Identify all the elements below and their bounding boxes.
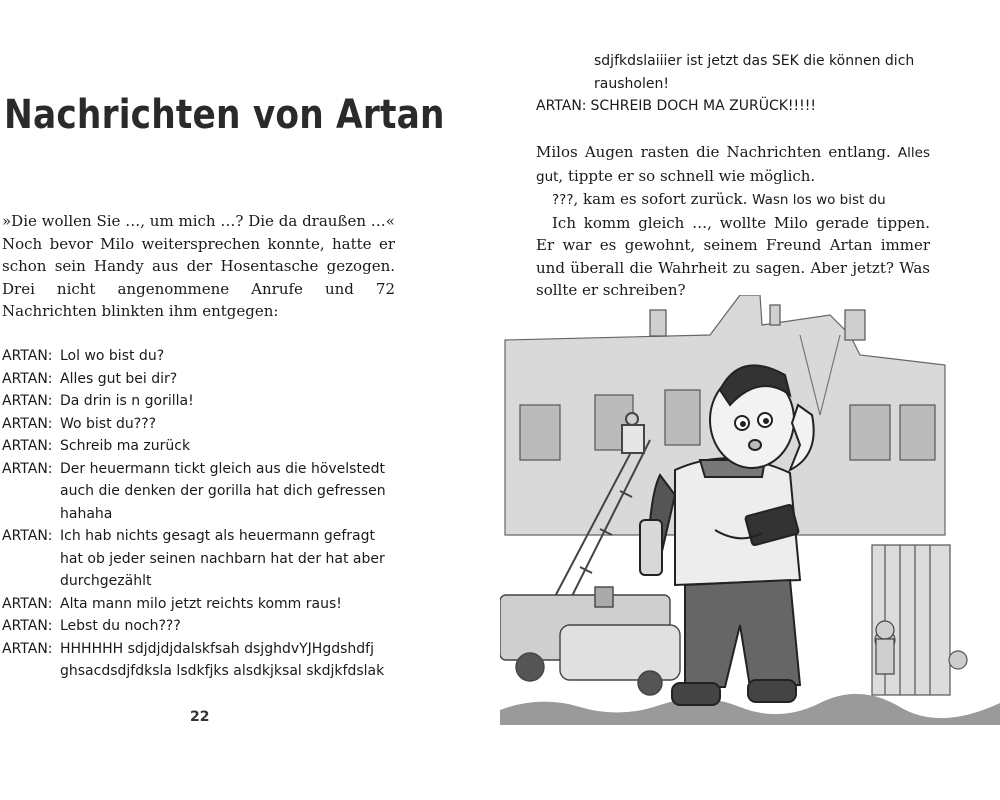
message-sender: ARTAN: xyxy=(2,640,53,657)
message-line: durchgezählt xyxy=(60,573,152,589)
message-item xyxy=(2,435,397,458)
message-list xyxy=(2,345,397,683)
message-line: Lebst du noch??? xyxy=(60,618,181,634)
message-line: Alles gut bei dir? xyxy=(60,370,178,387)
text-run: , tippte er so schnell wie möglich. xyxy=(558,166,816,185)
message-item xyxy=(2,615,397,638)
message-text xyxy=(60,593,397,616)
message-line: hahaha xyxy=(60,505,113,522)
message-sender: ARTAN: xyxy=(2,393,53,409)
message-text xyxy=(60,458,397,526)
message-line: Da drin is n gorilla! xyxy=(60,393,194,409)
paragraph xyxy=(536,141,930,188)
message-text xyxy=(60,615,397,638)
message-item xyxy=(536,95,946,118)
message-text xyxy=(60,390,397,413)
message-line: hat ob jeder seinen nachbarn hat der hat aber xyxy=(60,550,385,567)
police-officer-illustration xyxy=(876,621,894,674)
message-item xyxy=(2,345,397,368)
message-sender: ARTAN: xyxy=(2,618,53,634)
message-text xyxy=(60,525,397,593)
message-item xyxy=(2,525,397,593)
message-line: ghsacdsdjfdksla lsdkfjks alsdkjksal skdjkfdslak xyxy=(60,663,385,679)
message-line: Ich hab nichts gesagt als heuermann gefragt xyxy=(60,528,375,544)
message-line: auch die denken der gorilla hat dich gefressen xyxy=(60,483,386,499)
message-continuation-line: sdjfkdslaiiier ist jetzt das SEK die können dich xyxy=(594,53,915,69)
chat-quote: Alles gut xyxy=(536,145,930,185)
text-run: , kam es sofort zurück. xyxy=(573,190,753,208)
message-line: Schreib ma zurück xyxy=(60,438,191,454)
message-line: Wo bist du??? xyxy=(60,415,157,432)
intro-text: »Die wollen Sie …, um mich …? Die da draußen …« Noch bevor Milo weitersprechen konnte, hatte er schon sein Handy aus der Hosentasche gezogen. Drei nicht angenommene Anrufe und 72 Nachrichten blinkten ihm entgegen: xyxy=(2,212,395,320)
paragraph xyxy=(536,188,930,212)
right-page xyxy=(500,0,1000,800)
message-item xyxy=(2,413,397,436)
paragraph: Ich komm gleich …, wollte Milo gerade tippen. Er war es gewohnt, seinem Freund Artan immer und überall die Wahrheit zu sagen. Aber jetzt? Was sollte er schreiben? xyxy=(536,213,930,299)
message-item xyxy=(2,458,397,526)
chat-quote: Wasn los wo bist du xyxy=(752,192,886,208)
message-line: HHHHHH sdjdjdjdalskfsah dsjghdvYJHgdshdfj xyxy=(60,640,374,657)
message-list-continued xyxy=(536,50,946,118)
message-sender: ARTAN: xyxy=(536,98,587,114)
message-sender: ARTAN: xyxy=(2,528,53,544)
message-item xyxy=(2,638,397,683)
message-text xyxy=(60,413,397,436)
story-text xyxy=(536,141,930,302)
message-line: Der heuermann tickt gleich aus die hövelstedt xyxy=(60,460,385,477)
message-text xyxy=(60,345,397,368)
message-text xyxy=(60,435,397,458)
message-item xyxy=(2,368,397,391)
message-sender: ARTAN: xyxy=(2,415,53,432)
message-line: Lol wo bist du? xyxy=(60,348,165,364)
message-sender: ARTAN: xyxy=(2,348,53,364)
vehicles-illustration xyxy=(500,587,680,695)
chapter-title: Nachrichten von Artan xyxy=(4,92,445,138)
message-text xyxy=(60,368,397,391)
chat-quote: ??? xyxy=(552,192,574,208)
page-number: 22 xyxy=(190,709,210,725)
message-text: SCHREIB DOCH MA ZURÜCK!!!!! xyxy=(590,98,816,114)
illustration xyxy=(500,295,1000,725)
message-text xyxy=(60,638,397,683)
message-sender: ARTAN: xyxy=(2,460,53,477)
message-item xyxy=(2,593,397,616)
text-run: Milos Augen rasten die Nachrichten entlang. xyxy=(536,143,898,161)
message-item xyxy=(2,390,397,413)
intro-paragraph xyxy=(2,210,395,323)
message-sender: ARTAN: xyxy=(2,438,53,454)
message-sender: ARTAN: xyxy=(2,595,53,612)
message-sender: ARTAN: xyxy=(2,370,53,387)
message-continuation-line: rausholen! xyxy=(594,75,669,92)
message-line: Alta mann milo jetzt reichts komm raus! xyxy=(60,595,342,612)
